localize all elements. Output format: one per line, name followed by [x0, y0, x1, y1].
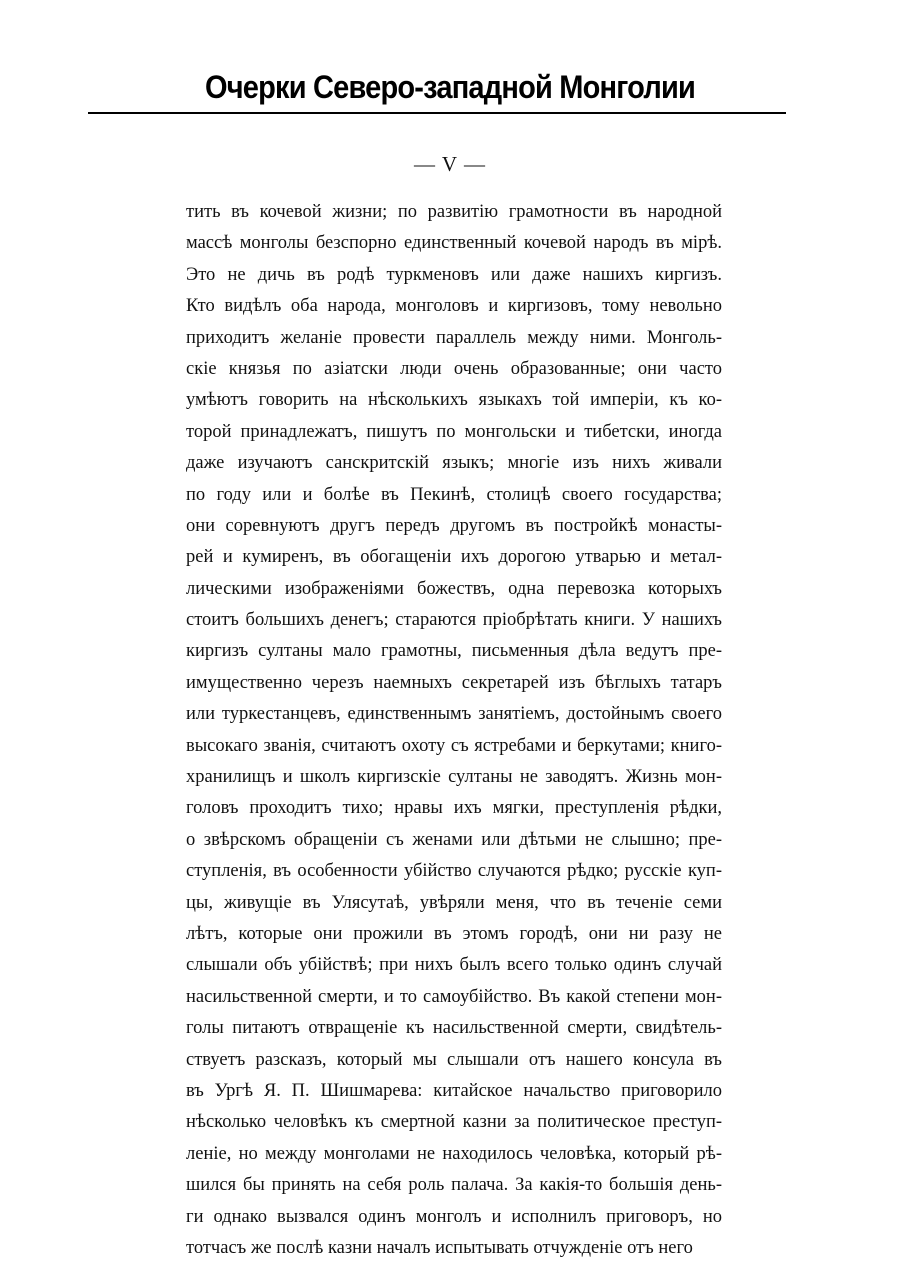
text-line: имущественно черезъ наемныхъ секретарей изъ бѣглыхъ татаръ: [186, 672, 722, 693]
text-line: ги однако вызвался одинъ монголъ и исполнилъ приговоръ, но: [186, 1206, 722, 1227]
text-line: приходитъ желаніе провести параллель между ними. Монголь-: [186, 327, 722, 348]
text-line: ступленія, въ особенности убійство случаются рѣдко; русскіе куп-: [186, 861, 722, 882]
text-line: ствуетъ разсказъ, который мы слышали отъ нашего консула въ: [186, 1049, 722, 1070]
text-line: умѣютъ говорить на нѣсколькихъ языкахъ той имперіи, къ ко-: [186, 390, 722, 411]
text-line: въ Ургѣ Я. П. Шишмарева: китайское начальство приговорило: [186, 1080, 722, 1101]
text-line: тотчасъ же послѣ казни началъ испытывать отчужденіе отъ него: [186, 1237, 693, 1258]
text-line: слышали объ убійствѣ; при нихъ былъ всего только одинъ случай: [186, 955, 722, 976]
text-line: головъ проходитъ тихо; нравы ихъ мягки, преступленія рѣдки,: [186, 798, 722, 819]
text-line: лическими изображеніями божествъ, одна перевозка которыхъ: [186, 578, 722, 599]
text-line: высокаго званія, считаютъ охоту съ ястребами и беркутами; книго-: [186, 735, 722, 756]
text-line: даже изучаютъ санскритскій языкъ; многіе изъ нихъ живали: [186, 453, 722, 474]
text-line: Это не дичь въ родѣ туркменовъ или даже нашихъ киргизъ.: [186, 264, 722, 285]
page-header: [0, 72, 900, 105]
text-line: киргизъ султаны мало грамотны, письменныя дѣла ведутъ пре-: [186, 641, 722, 662]
text-line: рей и кумиренъ, въ обогащеніи ихъ дорогою утварью и метал-: [186, 547, 722, 568]
text-line: стоитъ большихъ денегъ; стараются пріобрѣтать книги. У нашихъ: [186, 610, 722, 631]
text-line: скіе князья по азіатски люди очень образованные; они часто: [186, 358, 722, 379]
text-line: они соревнуютъ другъ передъ другомъ въ постройкѣ монасты-: [186, 515, 722, 536]
text-line: тить въ кочевой жизни; по развитію грамотности въ народной: [186, 202, 722, 222]
text-line: по году или и болѣе въ Пекинѣ, столицѣ своего государства;: [186, 484, 722, 505]
text-line: лѣтъ, которые они прожили въ этомъ городѣ, они ни разу не: [186, 923, 722, 944]
text-line: цы, живущіе въ Улясутаѣ, увѣряли меня, что въ теченіе семи: [186, 892, 722, 913]
text-line: нѣсколько человѣкъ къ смертной казни за политическое преступ-: [186, 1112, 722, 1133]
text-line: массѣ монголы безспорно единственный кочевой народъ въ мірѣ.: [186, 233, 722, 254]
text-line: шился бы принять на себя роль палача. За какія-то большія день-: [186, 1175, 722, 1196]
text-line: насильственной смерти, и то самоубійство. Въ какой степени мон-: [186, 986, 722, 1007]
text-line: о звѣрскомъ обращеніи съ женами или дѣтьми не слышно; пре-: [186, 829, 722, 850]
body-text: [186, 197, 722, 1264]
text-line: или туркестанцевъ, единственнымъ занятіемъ, достойнымъ своего: [186, 704, 722, 725]
header-rule: [88, 112, 786, 114]
text-line: леніе, но между монголами не находилось человѣка, который рѣ-: [186, 1143, 722, 1164]
text-line: хранилищъ и школъ киргизскіе султаны не заводятъ. Жизнь мон-: [186, 767, 722, 788]
text-line: торой принадлежатъ, пишутъ по монгольски и тибетски, иногда: [186, 421, 722, 442]
text-line: Кто видѣлъ оба народа, монголовъ и киргизовъ, тому невольно: [186, 296, 722, 317]
text-line: голы питаютъ отвращеніе къ насильственной смерти, свидѣтель-: [186, 1018, 722, 1039]
header-title: Очерки Северо-западной Монголии: [204, 70, 696, 106]
page-number: — V —: [414, 152, 486, 176]
